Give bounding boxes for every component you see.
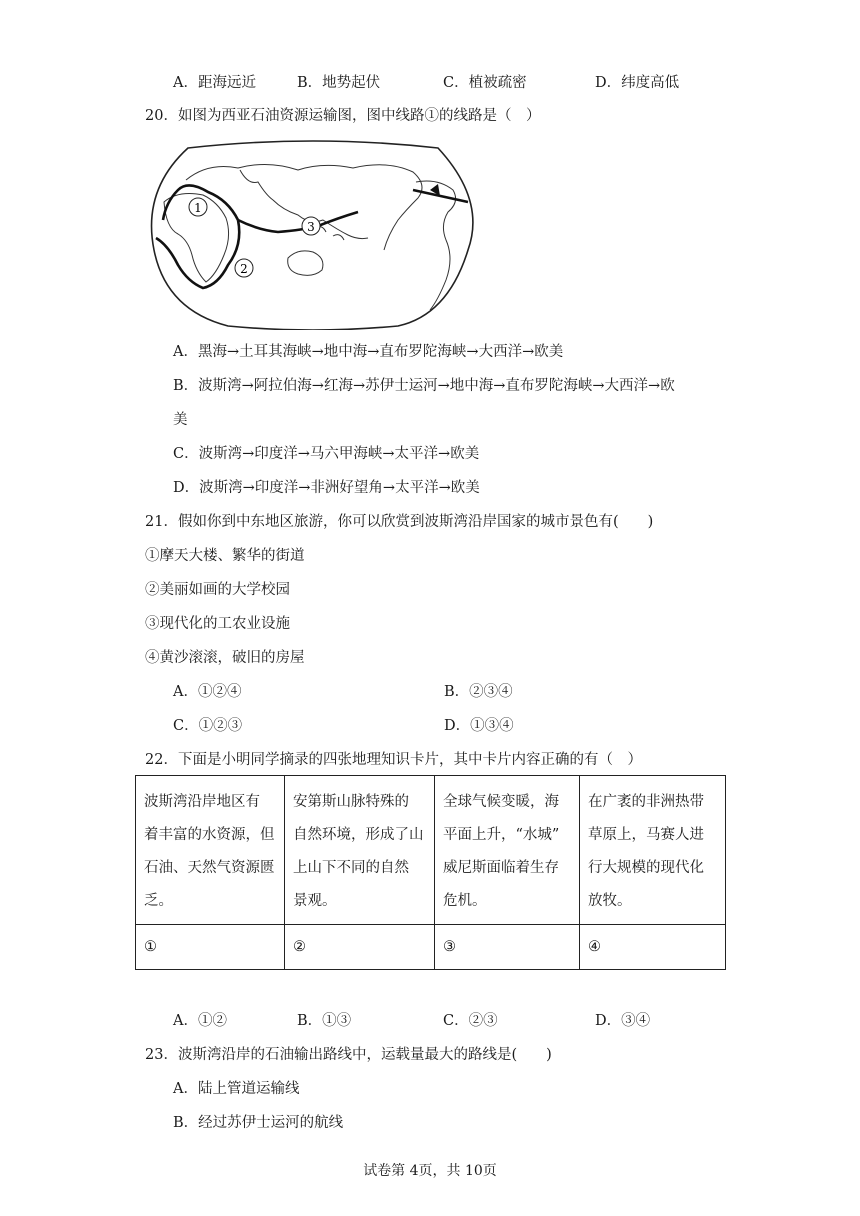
q21-option-a: A．①②④: [173, 684, 242, 700]
q21-item-3: ③现代化的工农业设施: [145, 616, 290, 632]
q21-option-c: C．①②③: [173, 718, 243, 734]
world-map-figure: [148, 140, 478, 330]
card-3-line: 平面上升，“水城”: [443, 827, 560, 843]
card-2: [285, 776, 435, 925]
card-1-line: 石油、天然气资源匮: [144, 860, 275, 876]
q22-option-b: B．①③: [297, 1013, 352, 1029]
card-4-line: 放牧。: [588, 893, 632, 909]
knowledge-cards-table: [135, 775, 726, 970]
q21-option-b: B．②③④: [444, 684, 513, 700]
card-1-line: 波斯湾沿岸地区有: [144, 794, 260, 810]
q21-option-d: D．①③④: [444, 718, 514, 734]
oil-route-map: [148, 140, 478, 330]
card-2-line: 安第斯山脉特殊的: [293, 794, 409, 810]
q22-stem: 22．下面是小明同学摘录的四张地理知识卡片，其中卡片内容正确的有（ ）: [145, 752, 642, 768]
q19-option-a: A．距海远近: [173, 75, 256, 91]
card-2-line: 上山下不同的自然: [293, 860, 409, 876]
q20-option-b-cont: 美: [173, 412, 188, 428]
card-number-4: ④: [580, 925, 726, 970]
q22-option-a: A．①②: [173, 1013, 227, 1029]
q21-item-2: ②美丽如画的大学校园: [145, 582, 290, 598]
card-3-line: 全球气候变暖，海: [443, 794, 559, 810]
card-3: [435, 776, 580, 925]
card-2-line: 自然环境，形成了山: [293, 827, 424, 843]
card-number-1: ①: [136, 925, 285, 970]
q21-item-1: ①摩天大楼、繁华的街道: [145, 548, 305, 564]
card-3-line: 危机。: [443, 893, 487, 909]
map-label-3: 3: [307, 220, 315, 234]
q19-option-d: D．纬度高低: [595, 75, 680, 91]
q23-stem: 23．波斯湾沿岸的石油输出路线中，运载量最大的路线是( ): [145, 1047, 552, 1063]
card-4-line: 草原上，马赛人进: [588, 827, 704, 843]
card-1: [136, 776, 285, 925]
card-4-line: 行大规模的现代化: [588, 860, 704, 876]
q19-option-b: B．地势起伏: [297, 75, 381, 91]
map-label-2: 2: [240, 262, 248, 276]
q21-item-4: ④黄沙滚滚，破旧的房屋: [145, 650, 305, 666]
card-2-line: 景观。: [293, 893, 337, 909]
card-number-2: ②: [285, 925, 435, 970]
q21-stem: 21．假如你到中东地区旅游，你可以欣赏到波斯湾沿岸国家的城市景色有( ): [145, 514, 654, 530]
q20-option-d: D．波斯湾→印度洋→非洲好望角→太平洋→欧美: [173, 480, 480, 496]
q20-stem: 20．如图为西亚石油资源运输图，图中线路①的线路是（ ）: [145, 108, 541, 124]
q19-option-c: C．植被疏密: [443, 75, 527, 91]
card-number-3: ③: [435, 925, 580, 970]
card-1-line: 着丰富的水资源，但: [144, 827, 275, 843]
card-1-line: 乏。: [144, 893, 173, 909]
q22-option-d: D．③④: [595, 1013, 651, 1029]
cards-number-row: [136, 925, 726, 970]
q20-option-a: A．黑海→土耳其海峡→地中海→直布罗陀海峡→大西洋→欧美: [173, 344, 564, 360]
card-4: [580, 776, 726, 925]
q22-option-c: C．②③: [443, 1013, 498, 1029]
card-4-line: 在广袤的非洲热带: [588, 794, 704, 810]
cards-text-row: [136, 776, 726, 925]
q23-option-a: A．陆上管道运输线: [173, 1081, 300, 1097]
page-footer: 试卷第 4页，共 10页: [363, 1163, 497, 1179]
q20-option-b: B．波斯湾→阿拉伯海→红海→苏伊士运河→地中海→直布罗陀海峡→大西洋→欧: [173, 378, 675, 394]
q23-option-b: B．经过苏伊士运河的航线: [173, 1115, 344, 1131]
card-3-line: 威尼斯面临着生存: [443, 860, 559, 876]
q20-option-c: C．波斯湾→印度洋→马六甲海峡→太平洋→欧美: [173, 446, 480, 462]
map-label-1: 1: [194, 201, 202, 215]
